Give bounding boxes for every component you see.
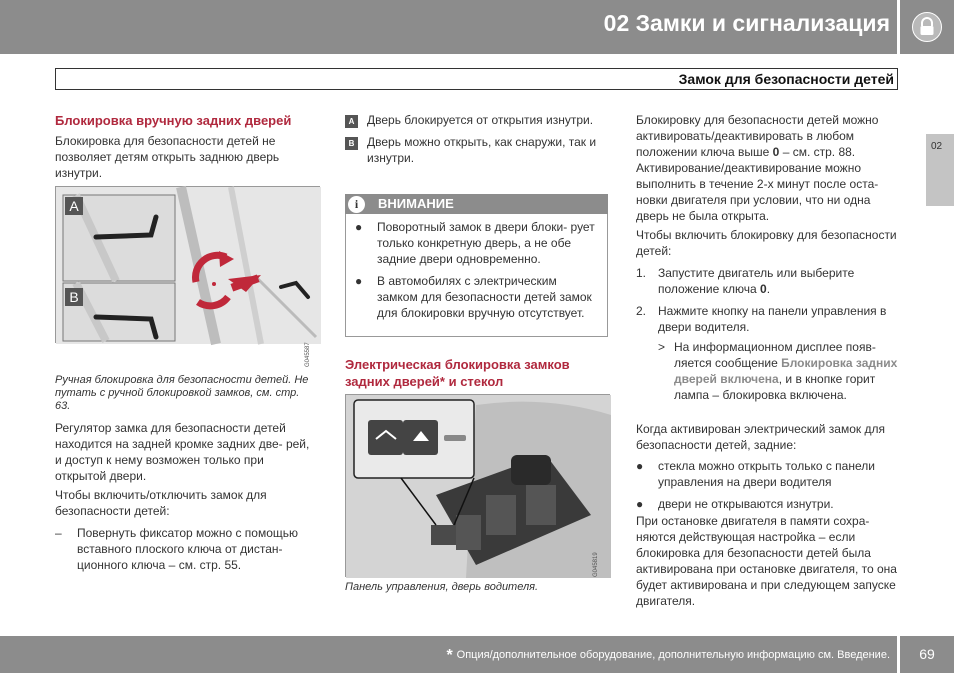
- chapter-title: 02 Замки и сигнализация: [603, 10, 890, 36]
- warning-bullet-1: Поворотный замок в двери блоки- рует только конкретную дверь, а не обе задние двери одновременно.: [377, 220, 595, 266]
- badge-b: B: [345, 137, 358, 150]
- figure-code: G045819: [593, 552, 599, 577]
- badge-a: A: [345, 115, 358, 128]
- driver-panel-figure: [345, 394, 610, 577]
- figure-code: G045587: [305, 342, 311, 367]
- effect-doors: двери не открываются изнутри.: [658, 497, 834, 511]
- manual-lock-figure: [55, 186, 320, 367]
- state-a-text: Дверь блокируется от открытия изнутри.: [367, 113, 594, 127]
- steps-list: [636, 265, 901, 403]
- memory-paragraph: При остановке двигателя в памяти сохра- няются действующая настройка – если блокировка для безопасности детей была активирована при остановке двигателя, то она будет активирована и при следующем запуске двигателя.: [636, 514, 897, 608]
- effect-windows: стекла можно открыть только с панели управления на двери водителя: [658, 459, 875, 489]
- manual-lock-instruction: Чтобы включить/отключить замок для безопасности детей:: [55, 488, 267, 518]
- warning-bullet-2: В автомобилях с электрическим замком для безопасности детей замок для блокировки вручную отсутствует.: [377, 274, 592, 320]
- result-mark: >: [658, 340, 666, 354]
- enable-instruction: Чтобы включить блокировку для безопасности детей:: [636, 228, 897, 258]
- lock-state-list: [345, 112, 610, 166]
- display-message: Блокировка задних дверей включена: [674, 356, 898, 386]
- effects-list: [636, 458, 901, 512]
- warning-bullets: [355, 219, 600, 321]
- manual-lock-caption: Ручная блокировка для безопасности детей. Не путать с ручной блокировкой замков, см. стр. 63.: [55, 374, 309, 412]
- footer-note-text: Опция/дополнительное оборудование, дополнительную информацию см. Введение.: [456, 649, 890, 661]
- asterisk-icon: *: [446, 647, 453, 664]
- result-text-b: , и в кнопке горит лампа – блокировка включена.: [674, 372, 876, 402]
- manual-lock-location: Регулятор замка для безопасности детей находится на задней кромке задних две- рей, и доступ к нему возможен только при открытой двери.: [55, 421, 310, 483]
- driver-panel-illustration: [346, 395, 611, 578]
- step-1-end: .: [766, 282, 771, 296]
- result-text-a: На информационном дисплее появ- ляется сообщение: [674, 340, 876, 370]
- side-tab-label: 02: [931, 141, 943, 152]
- info-icon: i: [348, 196, 365, 213]
- step-number: 1.: [636, 266, 647, 280]
- bullet-icon: ●: [636, 497, 644, 511]
- manual-lock-step: [55, 525, 317, 573]
- door-edge-illustration: [56, 187, 321, 344]
- step-2-text: Нажмите кнопку на панели управления в двери водителя.: [658, 304, 887, 334]
- label-a: A: [65, 197, 83, 215]
- driver-panel-caption: Панель управления, дверь водителя.: [345, 581, 539, 593]
- page-number: 69: [919, 646, 935, 662]
- step-1-key: 0: [760, 282, 767, 296]
- section-title: Замок для безопасности детей: [678, 71, 894, 87]
- manual-lock-step-text: Повернуть фиксатор можно с помощью вставного плоского ключа от дистан- ционного ключа – см. стр. 55.: [77, 526, 299, 572]
- activation-text-b: – см. стр. 88. Активирование/деактивирование можно выполнить в течение 2-х минут после оста- новки двигателя при условии, что ни одна дверь не была открыта.: [636, 145, 879, 223]
- key-position-zero: 0: [772, 145, 780, 159]
- step-1-text: Запустите двигатель или выберите положение ключа: [658, 266, 855, 296]
- electric-lock-heading: Электрическая блокировка замков задних дверей* и стекол: [345, 357, 570, 389]
- active-effects-intro: Когда активирован электрический замок для безопасности детей, задние:: [636, 422, 885, 452]
- manual-lock-intro: Блокировка для безопасности детей не позволяет детям открыть заднюю дверь изнутри.: [55, 134, 280, 180]
- label-b: B: [65, 288, 83, 306]
- manual-lock-heading: Блокировка вручную задних дверей: [55, 113, 292, 128]
- bullet-icon: ●: [355, 274, 363, 288]
- footer-note: [446, 647, 890, 665]
- step-number: 2.: [636, 304, 647, 318]
- activation-paragraph: [636, 112, 901, 224]
- bullet-icon: ●: [355, 220, 363, 234]
- activation-text-a: Блокировку для безопасности детей можно активировать/деактивировать в любом положении ключа выше: [636, 113, 879, 159]
- dash-mark: –: [55, 526, 62, 540]
- lock-icon: [912, 12, 942, 42]
- warning-label: ВНИМАНИЕ: [378, 196, 454, 211]
- bullet-icon: ●: [636, 459, 644, 473]
- state-b-text: Дверь можно открыть, как снаружи, так и изнутри.: [367, 135, 597, 165]
